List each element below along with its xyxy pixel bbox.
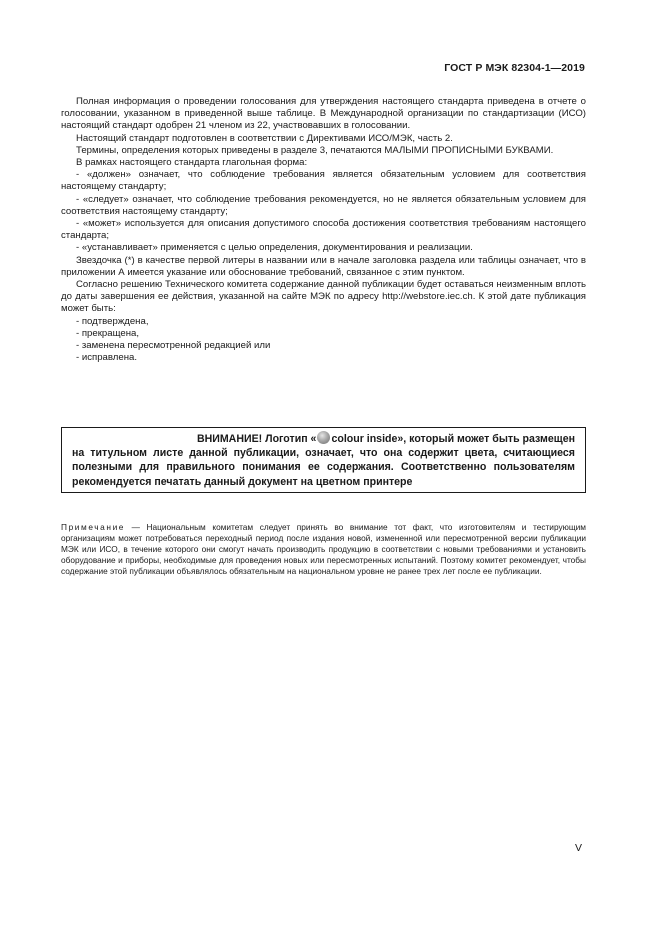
note-text: — Национальным комитетам следует принять во внимание тот факт, что изготовителям и тестирующим организациям может потребоваться переходный период после издания новой, измененной или пересмотренной версии публикации МЭК или ИСО, в течение которого они смогут начать производить продукцию в соответствии с новыми требованиями и установить оборудование и приборы, необходимые для проведения новых или пересмотренных испытаний. Поэтому комитет рекомендует, чтобы содержание этой публикации объявлялось обязательным на национальном уровне не ранее трех лет после ее публикации. xyxy=(61,522,586,576)
list-item: - исправлена. xyxy=(76,352,137,364)
paragraph-stability-date: Согласно решению Технического комитета содержание данной публикации будет оставаться неизменным вплоть до даты завершения ее действия, указанной на сайте МЭК по адресу http://webstore.iec.ch. К этой дате публикация может быть: xyxy=(61,279,586,315)
notice-suffix: colour inside», который может быть размещен xyxy=(331,433,575,445)
colour-inside-logo-icon xyxy=(317,431,330,444)
paragraph-directives: Настоящий стандарт подготовлен в соответствии с Директивами ИСО/МЭК, часть 2. xyxy=(76,132,453,144)
verb-form-shall: - «должен» означает, что соблюдение требования является обязательным условием для соответствия настоящему стандарту; xyxy=(61,169,586,193)
verb-form-establishes: - «устанавливает» применяется с целью определения, документирования и реализации. xyxy=(76,242,473,254)
verb-form-may: - «может» используется для описания допустимого способа достижения соответствия требованиям настоящего стандарта; xyxy=(61,218,586,242)
paragraph-voting: Полная информация о проведении голосования для утверждения настоящего стандарта приведена в отчете о голосовании, указанном в приведенной выше таблице. В Международной организации по стандартизации (ИСО) настоящий стандарт одобрен 21 членом из 22, участвовавших в голосовании. xyxy=(61,96,586,132)
colour-notice-box xyxy=(61,427,586,493)
notice-rest: на титульном листе данной публикации, означает, что она содержит цвета, считающиеся полезными для правильного понимания ее содержания. Соответственно пользователям рекомендуется печатать данный документ на цветном принтере xyxy=(72,447,575,488)
note-block xyxy=(61,522,586,577)
preface-body xyxy=(61,96,586,364)
list-item: - прекращена, xyxy=(76,327,140,339)
notice-prefix: ВНИМАНИЕ! Логотип « xyxy=(196,433,317,445)
paragraph-terms: Термины, определения которых приведены в разделе 3, печатаются МАЛЫМИ ПРОПИСНЫМИ БУКВАМИ. xyxy=(76,144,554,156)
paragraph-asterisk: Звездочка (*) в качестве первой литеры в названии или в начале заголовка раздела или таблицы означает, что в приложении А имеется указание или обоснование требований, связанное с этим пунктом. xyxy=(61,254,586,278)
notice-first-line xyxy=(72,431,575,446)
list-item: - заменена пересмотренной редакцией или xyxy=(76,340,271,352)
page-number: V xyxy=(574,842,582,854)
list-item: - подтверждена, xyxy=(76,315,149,327)
note-label: Примечание xyxy=(61,522,126,532)
document-header: ГОСТ Р МЭК 82304-1—2019 xyxy=(444,62,585,74)
verb-form-should: - «следует» означает, что соблюдение требования рекомендуется, но не является обязательным условием для соответствия настоящему стандарту; xyxy=(61,193,586,217)
paragraph-verb-forms: В рамках настоящего стандарта глагольная форма: xyxy=(76,157,308,169)
